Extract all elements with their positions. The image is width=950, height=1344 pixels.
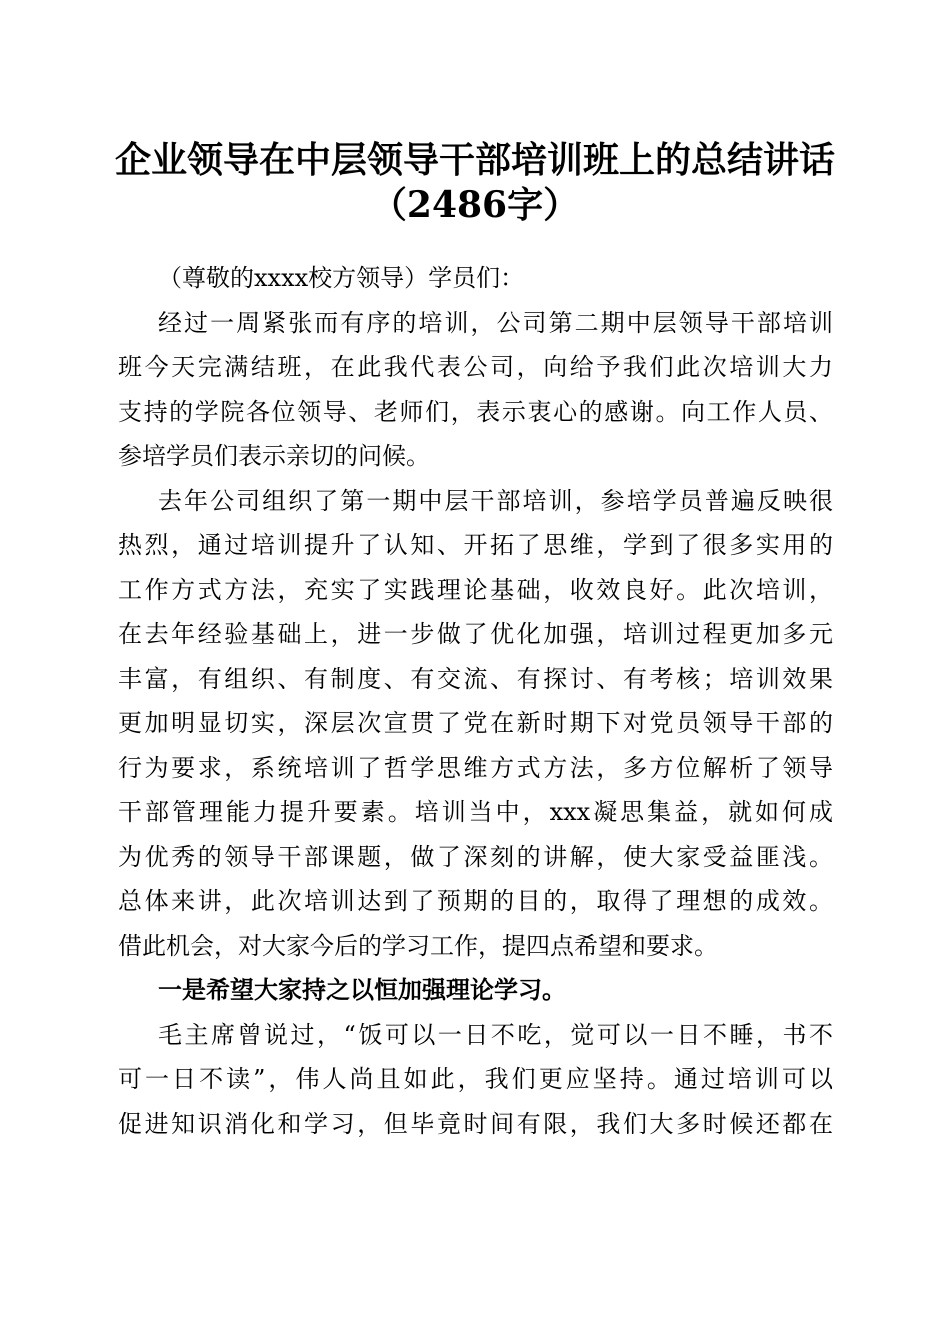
document-word-count: （2486字） — [370, 184, 580, 226]
paragraph-line: 为优秀的领导干部课题，做了深刻的讲解，使大家受益匪浅。 — [118, 842, 833, 871]
document-body — [118, 256, 833, 1146]
paragraph-line: 去年公司组织了第一期中层干部培训，参培学员普遍反映很 — [158, 486, 833, 515]
section-heading: 一是希望大家持之以恒加强理论学习。 — [158, 975, 566, 1004]
paragraph-line: 热烈，通过培训提升了认知、开拓了思维，学到了很多实用的 — [118, 531, 833, 559]
paragraph-line: 在去年经验基础上，进一步做了优化加强，培训过程更加多元 — [118, 620, 833, 648]
paragraph-line: 行为要求，系统培训了哲学思维方式方法，多方位解析了领导 — [118, 753, 833, 782]
paragraph-line: 毛主席曾说过，“饭可以一日不吃，觉可以一日不睡，书不 — [158, 1020, 833, 1049]
paragraph-line: 丰富，有组织、有制度、有交流、有探讨、有考核；培训效果 — [118, 664, 833, 693]
paragraph-line: 促进知识消化和学习，但毕竟时间有限，我们大多时候还都在 — [118, 1109, 833, 1138]
paragraph-line: 总体来讲，此次培训达到了预期的目的，取得了理想的成效。 — [118, 887, 833, 915]
paragraph-line: 工作方式方法，充实了实践理论基础，收效良好。此次培训， — [118, 575, 833, 604]
paragraph-line: 班今天完满结班，在此我代表公司，向给予我们此次培训大力 — [118, 353, 833, 381]
paragraph-line: 借此机会，对大家今后的学习工作，提四点希望和要求。 — [118, 931, 718, 960]
document-title: 企业领导在中层领导干部培训班上的总结讲话 — [114, 139, 835, 181]
paragraph-line: 经过一周紧张而有序的培训，公司第二期中层领导干部培训 — [158, 308, 833, 337]
paragraph-line: 更加明显切实，深层次宣贯了党在新时期下对党员领导干部的 — [118, 709, 833, 737]
paragraph-line: 支持的学院各位领导、老师们，表示衷心的感谢。向工作人员、 — [118, 397, 833, 426]
paragraph-line: 参培学员们表示亲切的问候。 — [118, 442, 430, 470]
paragraph-line: 可一日不读”，伟人尚且如此，我们更应坚持。通过培训可以 — [118, 1065, 833, 1093]
salutation: （尊敬的xxxx校方领导）学员们： — [158, 264, 525, 292]
paragraph-line: 干部管理能力提升要素。培训当中，xxx凝思集益，就如何成 — [118, 798, 833, 826]
